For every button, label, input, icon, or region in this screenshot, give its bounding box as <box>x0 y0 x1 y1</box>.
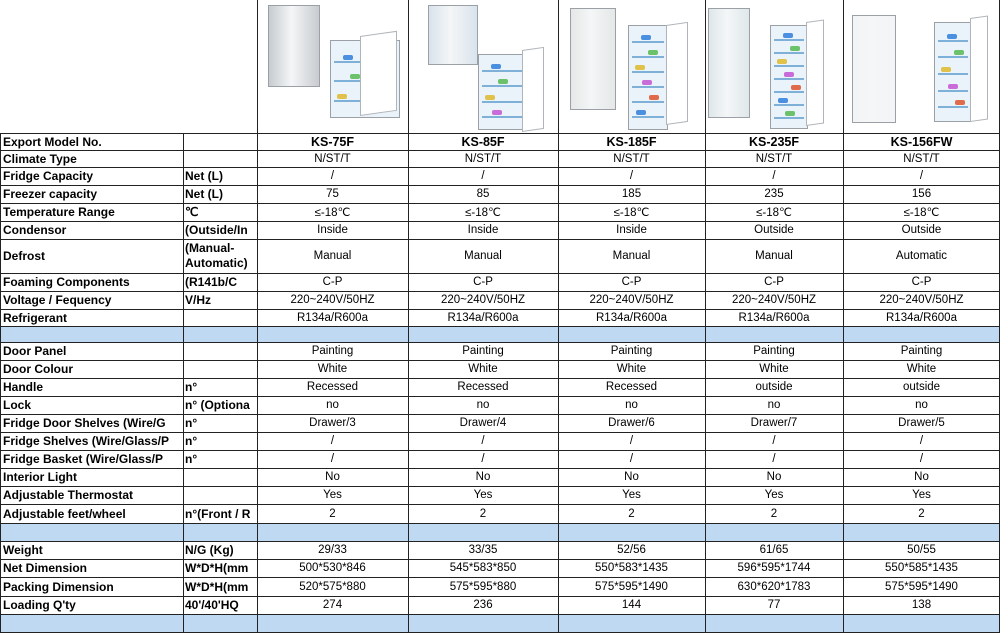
drawer-icon <box>632 116 664 118</box>
table-row <box>0 596 1000 614</box>
table-row <box>0 167 1000 185</box>
spec-value: 61/65 <box>759 544 789 556</box>
row-unit: ℃ <box>185 205 199 219</box>
spec-value: Inside <box>467 224 499 236</box>
section-separator <box>0 326 1000 342</box>
spec-value: 236 <box>473 599 493 611</box>
row-label: Packing Dimension <box>3 579 114 594</box>
spec-value: Painting <box>610 345 653 357</box>
spec-value: C-P <box>322 276 343 288</box>
row-label: Adjustable feet/wheel <box>3 506 126 521</box>
spec-value: N/ST/T <box>755 152 793 165</box>
table-row <box>0 342 1000 360</box>
grid-line <box>0 273 1000 274</box>
spec-value: R134a/R600a <box>886 311 957 324</box>
food-item-icon <box>648 50 658 55</box>
spec-value: R134a/R600a <box>297 311 368 324</box>
spec-value: R134a/R600a <box>447 311 519 324</box>
spec-value: no <box>625 399 638 411</box>
drawer-icon <box>938 90 968 92</box>
grid-line <box>0 523 1000 524</box>
spec-value: 2 <box>918 507 925 520</box>
spec-value: 2 <box>479 507 487 520</box>
row-unit <box>185 360 257 378</box>
food-item-icon <box>636 110 646 115</box>
spec-value: 2 <box>329 507 336 520</box>
table-row <box>0 309 1000 326</box>
grid-line <box>257 0 258 633</box>
grid-line <box>0 360 1000 361</box>
row-label: Fridge Door Shelves (Wire/G <box>3 416 166 430</box>
spec-value: Painting <box>311 345 354 357</box>
spec-value: N/ST/T <box>613 152 650 165</box>
spec-value: Yes <box>764 489 784 501</box>
spec-value: outside <box>755 381 793 393</box>
spec-value: 75 <box>326 188 339 200</box>
spec-value: Drawer/3 <box>309 417 356 429</box>
table-row <box>0 450 1000 468</box>
table-row <box>0 432 1000 450</box>
grid-line <box>0 133 1 633</box>
table-row <box>0 273 1000 291</box>
row-unit: n° <box>185 434 198 448</box>
spec-value: Drawer/4 <box>459 417 507 429</box>
row-label: Condensor <box>3 223 67 237</box>
grid-line <box>183 133 184 633</box>
spec-value: 144 <box>621 599 642 611</box>
grid-line <box>0 221 1000 222</box>
row-label: Loading Q'ty <box>3 598 76 612</box>
grid-line <box>0 468 1000 469</box>
spec-value: / <box>481 170 485 182</box>
spec-value: Inside <box>317 224 348 236</box>
section-separator <box>0 614 1000 633</box>
spec-value: / <box>330 435 335 447</box>
table-row <box>0 360 1000 378</box>
spec-value: 50/55 <box>907 544 936 556</box>
spec-value: / <box>330 170 335 182</box>
row-unit: W*D*H(mm <box>185 579 249 594</box>
food-item-icon <box>777 59 787 64</box>
spec-value: 220~240V/50HZ <box>589 294 674 306</box>
spec-value: / <box>919 170 924 182</box>
spec-value: / <box>919 435 924 447</box>
grid-line <box>0 450 1000 451</box>
model-number: KS-235F <box>748 134 800 149</box>
row-unit <box>185 133 257 150</box>
food-item-icon <box>337 94 347 99</box>
spec-value: Recessed <box>457 381 509 393</box>
grid-line <box>0 577 1000 578</box>
spec-value: / <box>919 453 924 465</box>
spec-value: no <box>767 399 781 411</box>
spec-value: 545*583*850 <box>449 562 517 574</box>
row-label: Handle <box>3 380 44 394</box>
spec-value: 500*530*846 <box>299 562 366 574</box>
spec-value: Yes <box>912 489 931 501</box>
grid-line <box>558 0 559 633</box>
spec-value: R134a/R600a <box>738 311 810 324</box>
model-number: KS-156FW <box>890 134 953 149</box>
table-row <box>0 133 1000 150</box>
row-unit: n° (Optiona <box>185 398 250 412</box>
drawer-icon <box>774 91 804 93</box>
spec-value: 2 <box>628 507 635 520</box>
drawer-icon <box>632 56 664 58</box>
grid-line <box>0 378 1000 379</box>
grid-line <box>0 291 1000 292</box>
grid-line <box>843 0 844 633</box>
row-label: Freezer capacity <box>3 187 98 201</box>
spec-value: Automatic <box>895 250 948 262</box>
row-label: Door Panel <box>3 344 67 358</box>
model-number: KS-85F <box>461 134 505 149</box>
spec-value: 138 <box>911 599 932 611</box>
row-label: Climate Type <box>3 151 77 166</box>
grid-line <box>0 185 1000 186</box>
fridge-door-icon <box>806 19 824 126</box>
spec-value: N/ST/T <box>464 152 502 165</box>
table-row <box>0 541 1000 559</box>
row-unit: V/Hz <box>185 293 212 307</box>
closed-fridge-icon <box>852 15 896 123</box>
closed-fridge-icon <box>268 5 320 87</box>
table-row <box>0 291 1000 309</box>
table-row <box>0 486 1000 504</box>
spec-value: C-P <box>473 276 493 288</box>
food-item-icon <box>350 74 360 79</box>
table-row <box>0 185 1000 203</box>
drawer-icon <box>774 39 804 41</box>
row-unit <box>185 309 257 326</box>
fridge-door-icon <box>522 47 544 132</box>
row-unit: n° <box>185 380 198 394</box>
grid-line <box>0 486 1000 487</box>
spec-value: / <box>772 170 776 182</box>
spec-value: 220~240V/50HZ <box>731 294 817 306</box>
table-row <box>0 396 1000 414</box>
row-label: Door Colour <box>3 362 73 376</box>
spec-value: ≤-18℃ <box>314 207 351 219</box>
drawer-icon <box>482 70 524 72</box>
spec-value: C-P <box>764 276 784 288</box>
food-item-icon <box>790 46 800 51</box>
drawer-icon <box>774 65 804 67</box>
spec-value: No <box>475 471 491 483</box>
spec-value: ≤-18℃ <box>465 207 501 219</box>
row-label: Refrigerant <box>3 310 68 325</box>
row-label: Defrost <box>3 249 46 263</box>
model-number: KS-185F <box>606 134 657 149</box>
drawer-icon <box>774 78 804 80</box>
spec-value: 33/35 <box>468 544 498 556</box>
row-label: Weight <box>3 543 43 557</box>
spec-value: Drawer/6 <box>608 417 655 429</box>
spec-value: 85 <box>476 188 490 200</box>
fridge-door-icon <box>666 22 688 125</box>
row-unit: n° <box>185 416 198 430</box>
fridge-door-icon <box>360 31 397 116</box>
grid-line <box>0 559 1000 560</box>
food-item-icon <box>948 84 958 89</box>
drawer-icon <box>774 52 804 54</box>
spec-value: No <box>914 471 929 483</box>
spec-value: No <box>624 471 639 483</box>
row-unit-text: (Manual- Automatic) <box>185 241 248 270</box>
table-row <box>0 221 1000 239</box>
spec-value: Drawer/7 <box>750 417 798 429</box>
spec-value: Painting <box>753 345 795 357</box>
food-item-icon <box>954 50 964 55</box>
row-label: Foaming Components <box>3 275 130 289</box>
row-label: Voltage / Fequency <box>3 293 112 307</box>
spec-value: 596*595*1744 <box>737 562 811 574</box>
grid-line <box>0 414 1000 415</box>
spec-value: 77 <box>767 599 781 611</box>
spec-value: White <box>759 363 789 375</box>
spec-value: Recessed <box>306 381 359 393</box>
row-unit: N/G (Kg) <box>185 543 234 557</box>
row-unit <box>185 150 257 167</box>
grid-line <box>0 167 1000 168</box>
grid-line <box>0 239 1000 240</box>
row-unit <box>185 239 257 273</box>
drawer-icon <box>774 117 804 119</box>
spec-value: ≤-18℃ <box>756 207 792 219</box>
grid-line <box>0 541 1000 542</box>
table-row <box>0 577 1000 596</box>
spec-value: 220~240V/50HZ <box>440 294 526 306</box>
food-item-icon <box>955 100 965 105</box>
food-item-icon <box>785 111 795 116</box>
spec-value: N/ST/T <box>903 152 940 165</box>
spec-value: Outside <box>901 224 942 236</box>
spec-value: No <box>766 471 782 483</box>
table-row <box>0 378 1000 396</box>
spec-value: 630*620*1783 <box>737 580 811 593</box>
row-label: Temperature Range <box>3 205 115 219</box>
drawer-icon <box>632 71 664 73</box>
open-fridge-icon <box>478 54 528 130</box>
grid-line <box>0 596 1000 597</box>
food-item-icon <box>941 67 951 72</box>
drawer-icon <box>774 104 804 106</box>
table-row <box>0 468 1000 486</box>
spec-value: 550*585*1435 <box>885 562 958 574</box>
row-label: Adjustable Thermostat <box>3 488 134 502</box>
drawer-icon <box>482 101 524 103</box>
section-separator <box>0 523 1000 541</box>
row-label: Interior Light <box>3 470 77 484</box>
closed-fridge-icon <box>428 5 478 65</box>
spec-value: Recessed <box>605 381 658 393</box>
row-unit: 40'/40'HQ <box>185 598 239 612</box>
open-fridge-icon <box>934 22 972 122</box>
spec-value: no <box>326 399 339 411</box>
grid-line <box>705 0 706 633</box>
spec-value: 235 <box>764 188 784 200</box>
spec-value: 2 <box>770 507 778 520</box>
spec-value: C-P <box>621 276 642 288</box>
table-row <box>0 559 1000 577</box>
spec-value: Yes <box>622 489 641 501</box>
model-number: KS-75F <box>310 134 355 149</box>
drawer-icon <box>482 116 524 118</box>
food-item-icon <box>498 79 508 84</box>
food-item-icon <box>641 35 651 40</box>
food-item-icon <box>491 64 501 69</box>
spec-value: Yes <box>473 489 493 501</box>
spec-value: / <box>481 453 485 465</box>
open-fridge-icon <box>628 25 668 130</box>
food-item-icon <box>947 34 957 39</box>
row-unit: (R141b/C <box>185 275 238 289</box>
row-unit <box>185 468 257 486</box>
grid-line <box>0 614 1000 615</box>
spec-value: / <box>772 453 776 465</box>
spec-value: Drawer/5 <box>898 417 945 429</box>
row-unit: n°(Front / R <box>185 506 251 521</box>
spec-value: White <box>616 363 647 375</box>
spec-value: White <box>317 363 348 375</box>
spec-value: / <box>629 170 634 182</box>
spec-value: R134a/R600a <box>596 311 667 324</box>
spec-value: outside <box>902 381 941 393</box>
drawer-icon <box>632 86 664 88</box>
drawer-icon <box>482 85 524 87</box>
row-unit <box>185 342 257 360</box>
spec-value: / <box>629 435 634 447</box>
grid-line <box>0 432 1000 433</box>
spec-value: N/ST/T <box>314 152 351 165</box>
spec-value: 575*595*1490 <box>885 580 958 593</box>
drawer-icon <box>938 106 968 108</box>
table-row <box>0 203 1000 221</box>
spec-value: Manual <box>313 250 352 262</box>
food-item-icon <box>784 72 794 77</box>
grid-line <box>0 396 1000 397</box>
table-row <box>0 150 1000 167</box>
row-unit: W*D*H(mm <box>185 561 249 575</box>
spec-value: / <box>772 435 776 447</box>
spec-value: White <box>468 363 498 375</box>
food-item-icon <box>635 65 645 70</box>
fridge-door-icon <box>970 15 988 122</box>
row-unit: (Outside/In <box>185 223 248 237</box>
spec-value: Manual <box>755 250 793 262</box>
spec-value: 575*595*880 <box>449 580 517 593</box>
spec-value: Painting <box>462 345 504 357</box>
spec-value: 220~240V/50HZ <box>290 294 375 306</box>
spec-value: C-P <box>911 276 932 288</box>
row-label: Fridge Capacity <box>3 169 94 183</box>
row-unit: n° <box>185 452 198 466</box>
closed-fridge-icon <box>708 8 750 118</box>
drawer-icon <box>632 101 664 103</box>
row-label: Fridge Basket (Wire/Glass/P <box>3 452 163 466</box>
grid-line <box>0 326 1000 327</box>
spec-value: no <box>915 399 928 411</box>
spec-value: / <box>330 453 335 465</box>
spec-value: 274 <box>322 599 343 611</box>
table-row <box>0 414 1000 432</box>
drawer-icon <box>938 73 968 75</box>
spec-value: Manual <box>612 250 651 262</box>
spec-value: 575*595*1490 <box>595 580 668 593</box>
spec-value: Painting <box>900 345 943 357</box>
row-unit <box>185 486 257 504</box>
spec-value: Yes <box>323 489 342 501</box>
spec-value: 156 <box>911 188 932 200</box>
food-item-icon <box>343 55 353 60</box>
spec-value: Inside <box>616 224 647 236</box>
row-label: Net Dimension <box>3 561 88 575</box>
food-item-icon <box>783 33 793 38</box>
spec-value: 185 <box>621 188 642 200</box>
spec-value: No <box>325 471 340 483</box>
grid-line <box>0 342 1000 343</box>
spec-value: ≤-18℃ <box>903 207 940 219</box>
spec-value: 520*575*880 <box>299 580 366 593</box>
food-item-icon <box>492 110 502 115</box>
spec-value: no <box>476 399 490 411</box>
spec-value: 550*583*1435 <box>595 562 668 574</box>
spec-value: / <box>629 453 634 465</box>
food-item-icon <box>791 85 801 90</box>
grid-line <box>408 0 409 633</box>
food-item-icon <box>649 95 659 100</box>
row-label: Export Model No. <box>3 134 102 149</box>
spec-value: 220~240V/50HZ <box>879 294 964 306</box>
closed-fridge-icon <box>570 8 616 110</box>
food-item-icon <box>778 98 788 103</box>
spec-value: Outside <box>754 224 794 236</box>
row-unit: Net (L) <box>185 187 223 201</box>
open-fridge-icon <box>770 25 808 129</box>
row-label: Fridge Shelves (Wire/Glass/P <box>3 434 169 448</box>
grid-line <box>0 504 1000 505</box>
grid-line <box>0 203 1000 204</box>
spec-value: White <box>906 363 937 375</box>
food-item-icon <box>485 95 495 100</box>
table-row <box>0 504 1000 523</box>
row-unit: Net (L) <box>185 169 223 183</box>
row-label: Lock <box>3 398 32 412</box>
grid-line <box>0 309 1000 310</box>
spec-value: 52/56 <box>617 544 646 556</box>
grid-line <box>0 133 1000 134</box>
spec-value: Manual <box>464 250 502 262</box>
drawer-icon <box>938 56 968 58</box>
food-item-icon <box>642 80 652 85</box>
drawer-icon <box>938 40 968 42</box>
spec-value: ≤-18℃ <box>613 207 650 219</box>
grid-line <box>0 150 1000 151</box>
drawer-icon <box>632 41 664 43</box>
spec-value: / <box>481 435 485 447</box>
spec-value: 29/33 <box>318 544 347 556</box>
table-row <box>0 239 1000 273</box>
